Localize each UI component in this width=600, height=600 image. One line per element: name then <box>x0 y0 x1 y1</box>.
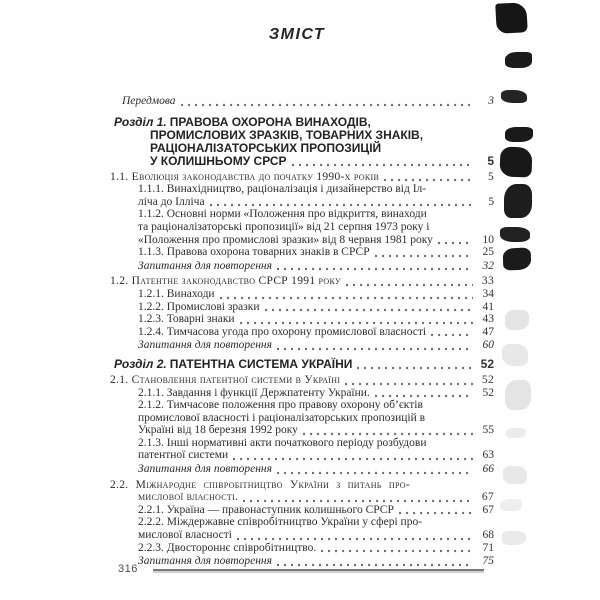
dot-leader <box>346 277 473 287</box>
toc-entry-text: Україні від 18 березня 1992 року <box>138 424 298 437</box>
page-title: ЗМІСТ <box>268 26 326 43</box>
dot-leader <box>243 493 473 503</box>
dot-leader <box>181 97 473 107</box>
toc-entry <box>100 288 494 301</box>
dot-leader <box>292 157 473 167</box>
toc-entry <box>100 275 494 288</box>
toc-entry-text: 2.2. Міжнародне співробітництво України з питань про- <box>110 478 411 491</box>
toc-entry-text: та раціоналізаторські пропозиції» від 21 серпня 1973 року і <box>138 220 430 233</box>
toc-entry <box>100 437 494 462</box>
toc-entry-text: 2.1.2. Тимчасове положення про правову охорону об’єктів <box>138 399 423 412</box>
toc-page-number: 66 <box>482 463 494 476</box>
dot-leader <box>237 531 473 541</box>
toc-entry-text: 2.1. Становлення патентної системи в Україні <box>110 373 341 386</box>
scan-artifact <box>503 466 527 484</box>
footer-page-number: 316 <box>118 563 138 575</box>
dot-leader <box>240 315 473 325</box>
toc-entry-text: промислової власності і раціоналізаторських пропозицій в <box>138 411 426 424</box>
toc-entry-text: 2.2.2. Міждержавне співробітництво України у сфері про- <box>138 516 423 529</box>
toc-page-number: 63 <box>482 449 494 462</box>
scan-artifact <box>504 184 532 218</box>
dot-leader <box>220 290 473 300</box>
toc-entry <box>100 374 494 387</box>
toc-page-number: 32 <box>482 259 494 272</box>
dot-leader <box>375 248 473 258</box>
toc-entry <box>100 504 494 517</box>
dot-leader <box>345 376 473 386</box>
toc-entry <box>100 399 494 437</box>
table-of-contents <box>100 95 494 570</box>
toc-entry-text: 1.2.4. Тимчасова угода про охорону промислової власності <box>138 325 427 338</box>
toc-entry-text: мислової власності <box>138 529 232 542</box>
toc-entry-text: Запитання для повторення <box>138 555 272 568</box>
scan-artifact <box>503 248 532 271</box>
toc-page-number: 41 <box>482 300 494 313</box>
chapter-prefix: Розділ 1. <box>114 114 167 129</box>
toc-entry-text: 1.1.1. Винахідництво, раціоналізація і дизайнерство від Іл- <box>138 183 427 196</box>
toc-page-number: 5 <box>487 153 494 168</box>
toc-entry-text: «Положення про промислові зразки» від 8 червня 1981 року <box>138 233 433 246</box>
toc-page-number: 67 <box>481 491 494 504</box>
toc-chapter-2 <box>100 358 494 371</box>
dot-leader <box>431 327 473 337</box>
toc-page-number: 52 <box>481 373 494 386</box>
toc-entry-text: ПРАВОВА ОХОРОНА ВИНАХОДІВ, <box>169 114 371 129</box>
toc-page-number: 5 <box>488 195 494 208</box>
scan-artifact <box>505 127 533 142</box>
toc-entry-text: 2.1.1. Завдання і функції Держпатенту України. <box>138 386 370 399</box>
toc-entry-questions <box>100 555 494 568</box>
toc-page-number: 52 <box>480 356 494 371</box>
toc-page-number: 5 <box>487 170 494 183</box>
dot-leader <box>233 451 473 461</box>
toc-entry-text: 1.2.2. Промислові зразки <box>138 300 260 313</box>
toc-entry-text: патентної системи <box>138 449 229 462</box>
toc-page-number: 67 <box>482 503 494 516</box>
toc-page-number: 55 <box>482 424 494 437</box>
toc-entry-text: 1.2.3. Товарні знаки <box>138 313 235 326</box>
toc-entry-text: У КОЛИШНЬОМУ СРСР <box>150 153 287 168</box>
toc-entry-text: ліча до Ілліча <box>138 195 205 208</box>
scan-artifact <box>505 380 531 410</box>
scan-artifact <box>505 310 529 330</box>
dot-leader <box>265 302 473 312</box>
toc-entry <box>100 479 494 504</box>
toc-entry <box>100 387 494 400</box>
dot-leader <box>277 341 473 351</box>
toc-entry-text: 1.1.3. Правова охорона товарних знаків в СРСР <box>138 246 370 259</box>
scan-artifact <box>502 531 526 545</box>
toc-entry-text: Запитання для повторення <box>138 339 272 352</box>
scan-artifact <box>500 227 530 242</box>
toc-entry-text: мислової власності. <box>138 491 239 504</box>
toc-page-number: 71 <box>482 541 494 554</box>
scan-artifact <box>505 52 532 68</box>
toc-entry <box>100 208 494 246</box>
dot-leader <box>277 465 473 475</box>
scan-artifact <box>502 344 528 366</box>
toc-entry <box>100 301 494 314</box>
toc-page-number: 25 <box>482 246 494 259</box>
dot-leader <box>438 235 473 245</box>
toc-page-number: 34 <box>482 287 494 300</box>
scan-artifact <box>500 499 522 511</box>
toc-page-number: 75 <box>482 555 494 568</box>
toc-entry-text: 1.1. Еволюція законодавства до початку 1990-х років <box>110 170 380 183</box>
toc-entry-text: Передмова <box>122 95 176 107</box>
dot-leader <box>303 426 473 436</box>
toc-page-number: 60 <box>482 339 494 352</box>
dot-leader <box>277 261 473 271</box>
toc-entry-text: Запитання для повторення <box>138 259 272 272</box>
toc-entry <box>100 516 494 541</box>
toc-entry-text: РАЦІОНАЛІЗАТОРСЬКИХ ПРОПОЗИЦІЙ <box>150 140 382 155</box>
toc-page-number: 33 <box>481 275 494 288</box>
toc-entry-text: 2.1.3. Інші нормативні акти початкового періоду розбудови <box>138 436 427 449</box>
toc-page-number: 47 <box>482 325 494 338</box>
chapter-prefix: Розділ 2. <box>114 356 167 371</box>
toc-entry-text: 1.2.1. Винаходи <box>138 287 215 300</box>
toc-page-number: 68 <box>482 529 494 542</box>
scan-artifact <box>499 146 532 177</box>
toc-entry-text: 2.2.1. Україна — правонаступник колишнього СРСР <box>138 503 394 516</box>
scan-artifact <box>506 428 526 438</box>
dot-leader <box>210 197 473 207</box>
toc-entry-text: ПАТЕНТНА СИСТЕМА УКРАЇНИ <box>169 356 353 371</box>
toc-entry <box>100 313 494 326</box>
toc-chapter-1 <box>100 116 494 168</box>
toc-entry-preface <box>100 95 494 108</box>
toc-entry-questions <box>100 463 494 476</box>
toc-entry-text: Запитання для повторення <box>138 463 272 476</box>
toc-entry-questions <box>100 339 494 352</box>
dot-leader <box>357 360 473 370</box>
dot-leader <box>399 505 473 515</box>
toc-entry <box>100 171 494 184</box>
toc-entry <box>100 542 494 555</box>
toc-entry-questions <box>100 260 494 273</box>
toc-entry-text: 1.2. Патентне законодавство СРСР 1991 року <box>110 275 341 288</box>
toc-entry-text: 1.1.2. Основні норми «Положення про відкриття, винаходи <box>138 208 427 221</box>
scan-artifact <box>495 2 528 34</box>
dot-leader <box>375 388 473 398</box>
dot-leader <box>384 172 473 182</box>
toc-page-number: 52 <box>482 386 494 399</box>
toc-page-number: 3 <box>488 95 494 107</box>
toc-entry-text: 2.2.3. Двостороннє співробітництво. <box>138 541 317 554</box>
toc-entry <box>100 183 494 208</box>
toc-page-number: 43 <box>482 313 494 326</box>
toc-entry-text: ПРОМИСЛОВИХ ЗРАЗКІВ, ТОВАРНИХ ЗНАКІВ, <box>150 127 424 142</box>
footer-rule <box>153 569 484 571</box>
dot-leader <box>277 557 473 567</box>
dot-leader <box>321 543 473 553</box>
toc-entry <box>100 326 494 339</box>
toc-page-number: 10 <box>482 233 494 246</box>
scan-artifact <box>501 90 527 103</box>
toc-entry <box>100 246 494 259</box>
